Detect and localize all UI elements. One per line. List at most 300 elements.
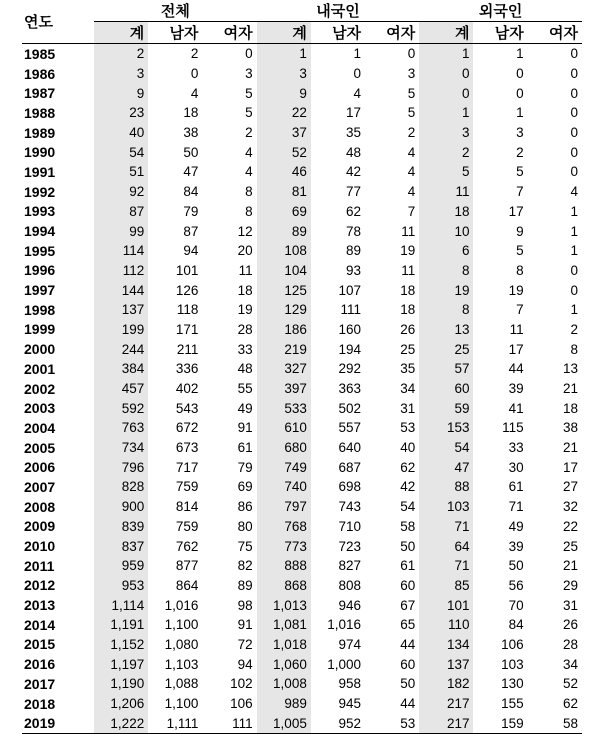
foreign-male-cell: 5 xyxy=(516,243,524,259)
domestic-count-cell: 989 xyxy=(257,694,311,714)
domestic-female-cell: 35 xyxy=(400,361,416,377)
total-female-cell: 18 xyxy=(237,282,253,298)
total-count-cell: 734 xyxy=(94,438,148,458)
table-header xyxy=(22,0,582,44)
foreign-male-cell: 103 xyxy=(501,656,524,672)
table-row xyxy=(22,694,582,714)
total-female-cell: 2 xyxy=(245,125,253,141)
domestic-count-cell: 327 xyxy=(257,359,311,379)
foreign-male-cell: 2 xyxy=(516,144,524,160)
foreign-male-cell: 70 xyxy=(508,597,524,613)
domestic-male-cell: 723 xyxy=(338,538,362,554)
domestic-male-cell: 89 xyxy=(346,243,362,259)
sub-header-female: 여자 xyxy=(202,22,256,44)
foreign-male-cell: 1 xyxy=(516,105,524,121)
table-row xyxy=(22,497,582,517)
year-cell: 1998 xyxy=(24,301,56,318)
foreign-count-cell: 47 xyxy=(419,457,473,477)
total-male-cell: 402 xyxy=(175,381,199,397)
domestic-female-cell: 11 xyxy=(401,262,416,278)
domestic-female-cell: 3 xyxy=(407,66,416,82)
foreign-female-cell: 0 xyxy=(570,164,578,180)
total-count-cell: 199 xyxy=(94,320,148,340)
table-row xyxy=(22,576,582,596)
foreign-female-cell: 21 xyxy=(562,558,578,574)
domestic-male-cell: 160 xyxy=(338,321,362,337)
year-cell: 2003 xyxy=(24,400,56,417)
total-male-cell: 18 xyxy=(183,105,199,121)
domestic-count-cell: 680 xyxy=(257,438,311,458)
foreign-male-cell: 50 xyxy=(508,558,524,574)
year-cell: 1995 xyxy=(24,242,56,259)
foreign-count-cell: 1 xyxy=(419,103,473,123)
total-count-cell: 953 xyxy=(94,576,148,596)
domestic-count-cell: 37 xyxy=(257,123,311,143)
table-row xyxy=(22,379,582,399)
table-row xyxy=(22,635,582,655)
foreign-male-cell: 71 xyxy=(508,499,524,515)
domestic-female-cell: 44 xyxy=(400,636,416,652)
year-cell: 1989 xyxy=(24,124,56,141)
group-header-domestic: 내국인 xyxy=(257,0,420,22)
year-cell: 1999 xyxy=(24,321,56,338)
table-row xyxy=(22,123,582,143)
total-female-cell: 4 xyxy=(245,144,253,160)
table-row xyxy=(22,202,582,222)
total-count-cell: 137 xyxy=(94,300,148,320)
foreign-female-cell: 4 xyxy=(570,184,578,200)
year-cell: 2010 xyxy=(24,538,56,555)
total-male-cell: 673 xyxy=(175,440,199,456)
total-count-cell: 92 xyxy=(94,182,148,202)
domestic-female-cell: 26 xyxy=(400,321,416,337)
table-row xyxy=(22,477,582,497)
domestic-male-cell: 292 xyxy=(338,361,362,377)
foreign-male-cell: 8 xyxy=(516,262,524,278)
domestic-count-cell: 89 xyxy=(257,221,311,241)
foreign-male-cell: 61 xyxy=(508,479,524,495)
domestic-male-cell: 827 xyxy=(338,558,362,574)
total-male-cell: 1,016 xyxy=(164,597,199,613)
total-male-cell: 814 xyxy=(175,499,199,515)
total-count-cell: 828 xyxy=(94,477,148,497)
foreign-count-cell: 0 xyxy=(419,64,473,84)
domestic-female-cell: 53 xyxy=(365,713,419,733)
domestic-count-cell: 797 xyxy=(257,497,311,517)
table-row xyxy=(22,221,582,241)
year-cell: 2012 xyxy=(24,577,56,594)
domestic-count-cell: 1,005 xyxy=(257,713,311,733)
total-count-cell: 99 xyxy=(94,221,148,241)
year-cell: 1992 xyxy=(24,183,56,200)
domestic-count-cell: 1,060 xyxy=(257,654,311,674)
domestic-male-cell: 363 xyxy=(338,381,362,397)
foreign-count-cell: 13 xyxy=(419,320,473,340)
domestic-male-cell: 78 xyxy=(346,223,362,239)
foreign-female-cell: 28 xyxy=(562,636,578,652)
total-female-cell: 86 xyxy=(237,499,253,515)
domestic-count-cell: 749 xyxy=(257,457,311,477)
table-row xyxy=(22,713,582,733)
total-female-cell: 82 xyxy=(237,558,253,574)
total-male-cell: 171 xyxy=(175,321,199,337)
foreign-male-cell: 41 xyxy=(508,400,524,416)
foreign-male-cell: 0 xyxy=(516,66,524,82)
total-count-cell: 51 xyxy=(94,162,148,182)
group-header-foreign: 외국인 xyxy=(419,0,582,22)
domestic-female-cell: 19 xyxy=(400,243,416,259)
domestic-count-cell: 1 xyxy=(257,44,311,64)
total-count-cell: 796 xyxy=(94,457,148,477)
domestic-count-cell: 129 xyxy=(257,300,311,320)
domestic-count-cell: 186 xyxy=(257,320,311,340)
domestic-male-cell: 48 xyxy=(346,144,362,160)
domestic-count-cell: 1,081 xyxy=(257,615,311,635)
domestic-male-cell: 698 xyxy=(338,479,362,495)
domestic-female-cell: 42 xyxy=(400,479,416,495)
total-male-cell: 1,080 xyxy=(164,636,199,652)
total-male-cell: 1,103 xyxy=(164,656,199,672)
total-count-cell: 384 xyxy=(94,359,148,379)
domestic-male-cell: 687 xyxy=(338,459,362,475)
total-count-cell: 1,114 xyxy=(94,595,148,615)
total-male-cell: 47 xyxy=(183,164,199,180)
domestic-female-cell: 11 xyxy=(401,223,416,239)
domestic-male-cell: 107 xyxy=(338,282,362,298)
total-female-cell: 8 xyxy=(245,203,253,219)
foreign-male-cell: 3 xyxy=(516,125,524,141)
foreign-male-cell: 7 xyxy=(516,302,524,318)
year-cell: 1990 xyxy=(24,144,56,161)
foreign-female-cell: 52 xyxy=(562,676,578,692)
total-female-cell: 79 xyxy=(237,459,253,475)
foreign-female-cell: 31 xyxy=(562,597,578,613)
domestic-male-cell: 111 xyxy=(340,302,362,318)
foreign-male-cell: 5 xyxy=(516,164,524,180)
total-count-cell: 1,206 xyxy=(94,694,148,714)
total-female-cell: 33 xyxy=(237,341,253,357)
domestic-female-cell: 53 xyxy=(400,420,416,436)
total-count-cell: 592 xyxy=(94,398,148,418)
domestic-female-cell: 54 xyxy=(400,499,416,515)
foreign-male-cell: 33 xyxy=(508,440,524,456)
year-cell: 2009 xyxy=(24,518,56,535)
foreign-female-cell: 62 xyxy=(562,696,578,712)
total-count-cell: 959 xyxy=(94,556,148,576)
year-cell: 2017 xyxy=(24,675,56,692)
foreign-female-cell: 58 xyxy=(528,713,582,733)
total-count-cell: 2 xyxy=(94,44,148,64)
sub-header-male: 남자 xyxy=(473,22,527,44)
foreign-male-cell: 39 xyxy=(508,538,524,554)
year-cell: 1996 xyxy=(24,262,56,279)
foreign-count-cell: 3 xyxy=(419,123,473,143)
year-cell: 2005 xyxy=(24,439,56,456)
foreign-count-cell: 11 xyxy=(419,182,473,202)
domestic-count-cell: 1,018 xyxy=(257,635,311,655)
total-female-cell: 20 xyxy=(237,243,253,259)
table-row xyxy=(22,300,582,320)
domestic-female-cell: 34 xyxy=(400,381,416,397)
foreign-count-cell: 8 xyxy=(419,300,473,320)
foreign-female-cell: 25 xyxy=(562,538,578,554)
total-male-cell: 864 xyxy=(175,577,199,593)
statistics-table-container xyxy=(22,0,582,734)
foreign-male-cell: 17 xyxy=(508,203,524,219)
domestic-female-cell: 58 xyxy=(400,518,416,534)
domestic-count-cell: 868 xyxy=(257,576,311,596)
domestic-female-cell: 4 xyxy=(407,164,416,180)
foreign-count-cell: 110 xyxy=(419,615,473,635)
domestic-female-cell: 18 xyxy=(400,282,416,298)
total-male-cell: 118 xyxy=(176,302,199,318)
foreign-male-cell: 30 xyxy=(508,459,524,475)
year-cell: 2019 xyxy=(22,713,94,733)
table-row xyxy=(22,44,582,64)
domestic-male-cell: 557 xyxy=(338,420,362,436)
foreign-female-cell: 0 xyxy=(570,46,578,62)
total-female-cell: 5 xyxy=(245,105,253,121)
total-female-cell: 111 xyxy=(202,713,256,733)
foreign-count-cell: 103 xyxy=(419,497,473,517)
total-female-cell: 48 xyxy=(237,361,253,377)
foreign-count-cell: 88 xyxy=(419,477,473,497)
domestic-male-cell: 808 xyxy=(338,577,362,593)
total-female-cell: 49 xyxy=(237,400,253,416)
domestic-count-cell: 69 xyxy=(257,202,311,222)
year-cell: 1993 xyxy=(24,203,56,220)
foreign-count-cell: 2 xyxy=(419,142,473,162)
year-cell: 1991 xyxy=(24,163,56,180)
total-female-cell: 61 xyxy=(237,440,253,456)
foreign-count-cell: 10 xyxy=(419,221,473,241)
year-cell: 2015 xyxy=(24,636,56,653)
domestic-male-cell: 710 xyxy=(338,518,362,534)
total-count-cell: 1,197 xyxy=(94,654,148,674)
table-row xyxy=(22,674,582,694)
group-header-total: 전체 xyxy=(94,0,257,22)
foreign-count-cell: 54 xyxy=(419,438,473,458)
domestic-count-cell: 397 xyxy=(257,379,311,399)
total-female-cell: 80 xyxy=(237,518,253,534)
domestic-male-cell: 743 xyxy=(338,499,362,515)
total-count-cell: 457 xyxy=(94,379,148,399)
year-cell: 1994 xyxy=(24,223,56,240)
domestic-count-cell: 46 xyxy=(257,162,311,182)
domestic-count-cell: 108 xyxy=(257,241,311,261)
table-row xyxy=(22,556,582,576)
total-count-cell: 1,190 xyxy=(94,674,148,694)
domestic-female-cell: 7 xyxy=(407,203,416,219)
table-row xyxy=(22,162,582,182)
foreign-male-cell: 0 xyxy=(516,85,524,101)
foreign-male-cell: 49 xyxy=(508,518,524,534)
total-count-cell: 763 xyxy=(94,418,148,438)
domestic-count-cell: 768 xyxy=(257,517,311,537)
total-male-cell: 877 xyxy=(175,558,199,574)
domestic-count-cell: 104 xyxy=(257,261,311,281)
total-male-cell: 1,111 xyxy=(148,713,202,733)
foreign-count-cell: 85 xyxy=(419,576,473,596)
foreign-count-cell: 217 xyxy=(419,713,473,733)
domestic-female-cell: 5 xyxy=(407,105,416,121)
foreign-count-cell: 1 xyxy=(419,44,473,64)
table-row xyxy=(22,320,582,340)
table-row xyxy=(22,261,582,281)
foreign-female-cell: 18 xyxy=(562,400,578,416)
domestic-male-cell: 1,000 xyxy=(327,656,362,672)
foreign-count-cell: 0 xyxy=(419,83,473,103)
year-cell: 2016 xyxy=(24,656,56,673)
domestic-male-cell: 640 xyxy=(338,440,362,456)
table-row xyxy=(22,83,582,103)
total-count-cell: 9 xyxy=(94,83,148,103)
foreign-female-cell: 1 xyxy=(570,203,578,219)
total-female-cell: 12 xyxy=(237,223,253,239)
table-row xyxy=(22,654,582,674)
total-male-cell: 759 xyxy=(175,518,199,534)
table-row xyxy=(22,339,582,359)
domestic-male-cell: 4 xyxy=(353,85,362,101)
statistics-table xyxy=(22,0,582,734)
total-male-cell: 1,100 xyxy=(164,696,199,712)
domestic-male-cell: 17 xyxy=(346,105,362,121)
total-female-cell: 4 xyxy=(245,164,253,180)
foreign-female-cell: 13 xyxy=(562,361,578,377)
foreign-male-cell: 155 xyxy=(501,696,524,712)
total-female-cell: 106 xyxy=(230,696,253,712)
year-cell: 2002 xyxy=(24,380,56,397)
total-female-cell: 11 xyxy=(238,262,253,278)
domestic-count-cell: 52 xyxy=(257,142,311,162)
year-cell: 2004 xyxy=(24,419,56,436)
domestic-male-cell: 974 xyxy=(338,636,362,652)
sub-header-total: 계 xyxy=(94,22,148,44)
foreign-male-cell: 1 xyxy=(516,46,524,62)
table-row xyxy=(22,457,582,477)
foreign-count-cell: 6 xyxy=(419,241,473,261)
table-row xyxy=(22,517,582,537)
domestic-male-cell: 93 xyxy=(346,262,362,278)
total-count-cell: 54 xyxy=(94,142,148,162)
total-male-cell: 38 xyxy=(183,125,199,141)
domestic-male-cell: 1,016 xyxy=(327,617,362,633)
domestic-male-cell: 35 xyxy=(346,125,362,141)
foreign-female-cell: 34 xyxy=(562,656,578,672)
table-row xyxy=(22,142,582,162)
foreign-count-cell: 19 xyxy=(419,280,473,300)
foreign-female-cell: 1 xyxy=(570,223,578,239)
table-row xyxy=(22,615,582,635)
year-column-header: 연도 xyxy=(22,0,94,44)
domestic-count-cell: 533 xyxy=(257,398,311,418)
total-male-cell: 84 xyxy=(183,184,199,200)
foreign-count-cell: 71 xyxy=(419,556,473,576)
domestic-count-cell: 1,013 xyxy=(257,595,311,615)
foreign-female-cell: 0 xyxy=(570,105,578,121)
domestic-female-cell: 67 xyxy=(400,597,416,613)
domestic-female-cell: 4 xyxy=(407,184,416,200)
total-count-cell: 114 xyxy=(94,241,148,261)
foreign-female-cell: 0 xyxy=(570,66,578,82)
foreign-female-cell: 0 xyxy=(570,282,578,298)
domestic-female-cell: 65 xyxy=(400,617,416,633)
year-cell: 2011 xyxy=(24,557,55,574)
domestic-male-cell: 194 xyxy=(338,341,362,357)
foreign-count-cell: 60 xyxy=(419,379,473,399)
table-row xyxy=(22,438,582,458)
total-female-cell: 8 xyxy=(245,184,253,200)
domestic-count-cell: 22 xyxy=(257,103,311,123)
table-row xyxy=(22,241,582,261)
year-cell: 2001 xyxy=(24,360,56,377)
foreign-female-cell: 21 xyxy=(562,440,578,456)
foreign-male-cell: 7 xyxy=(516,184,524,200)
table-row xyxy=(22,595,582,615)
foreign-female-cell: 0 xyxy=(570,125,578,141)
domestic-count-cell: 81 xyxy=(257,182,311,202)
total-count-cell: 837 xyxy=(94,536,148,556)
total-male-cell: 1,088 xyxy=(164,676,199,692)
year-cell: 1985 xyxy=(24,45,56,62)
domestic-male-cell: 77 xyxy=(346,184,362,200)
foreign-male-cell: 44 xyxy=(508,361,524,377)
foreign-female-cell: 0 xyxy=(570,144,578,160)
foreign-count-cell: 101 xyxy=(419,595,473,615)
foreign-count-cell: 8 xyxy=(419,261,473,281)
domestic-count-cell: 888 xyxy=(257,556,311,576)
domestic-count-cell: 740 xyxy=(257,477,311,497)
foreign-female-cell: 21 xyxy=(562,381,578,397)
domestic-female-cell: 40 xyxy=(400,440,416,456)
foreign-male-cell: 106 xyxy=(501,636,524,652)
foreign-count-cell: 71 xyxy=(419,517,473,537)
domestic-count-cell: 3 xyxy=(257,64,311,84)
foreign-male-cell: 19 xyxy=(508,282,524,298)
foreign-count-cell: 137 xyxy=(419,654,473,674)
table-row xyxy=(22,536,582,556)
total-count-cell: 144 xyxy=(94,280,148,300)
sub-header-total: 계 xyxy=(419,22,473,44)
foreign-female-cell: 1 xyxy=(570,243,578,259)
total-female-cell: 102 xyxy=(230,676,253,692)
domestic-count-cell: 1,008 xyxy=(257,674,311,694)
table-row xyxy=(22,359,582,379)
year-cell: 1988 xyxy=(24,104,56,121)
domestic-female-cell: 5 xyxy=(407,85,416,101)
total-male-cell: 543 xyxy=(175,400,199,416)
sub-header-total: 계 xyxy=(257,22,311,44)
total-male-cell: 672 xyxy=(175,420,199,436)
total-female-cell: 3 xyxy=(245,66,253,82)
table-row xyxy=(22,182,582,202)
total-male-cell: 762 xyxy=(175,538,199,554)
total-female-cell: 69 xyxy=(237,479,253,495)
domestic-female-cell: 60 xyxy=(400,656,416,672)
foreign-count-cell: 134 xyxy=(419,635,473,655)
total-count-cell: 3 xyxy=(94,64,148,84)
domestic-female-cell: 31 xyxy=(400,400,416,416)
total-male-cell: 4 xyxy=(190,85,199,101)
domestic-count-cell: 9 xyxy=(257,83,311,103)
total-count-cell: 112 xyxy=(94,261,148,281)
total-count-cell: 1,222 xyxy=(94,713,148,733)
domestic-count-cell: 773 xyxy=(257,536,311,556)
foreign-male-cell: 115 xyxy=(502,420,524,436)
year-cell: 2000 xyxy=(24,341,56,358)
total-female-cell: 5 xyxy=(245,85,253,101)
total-count-cell: 1,152 xyxy=(94,635,148,655)
